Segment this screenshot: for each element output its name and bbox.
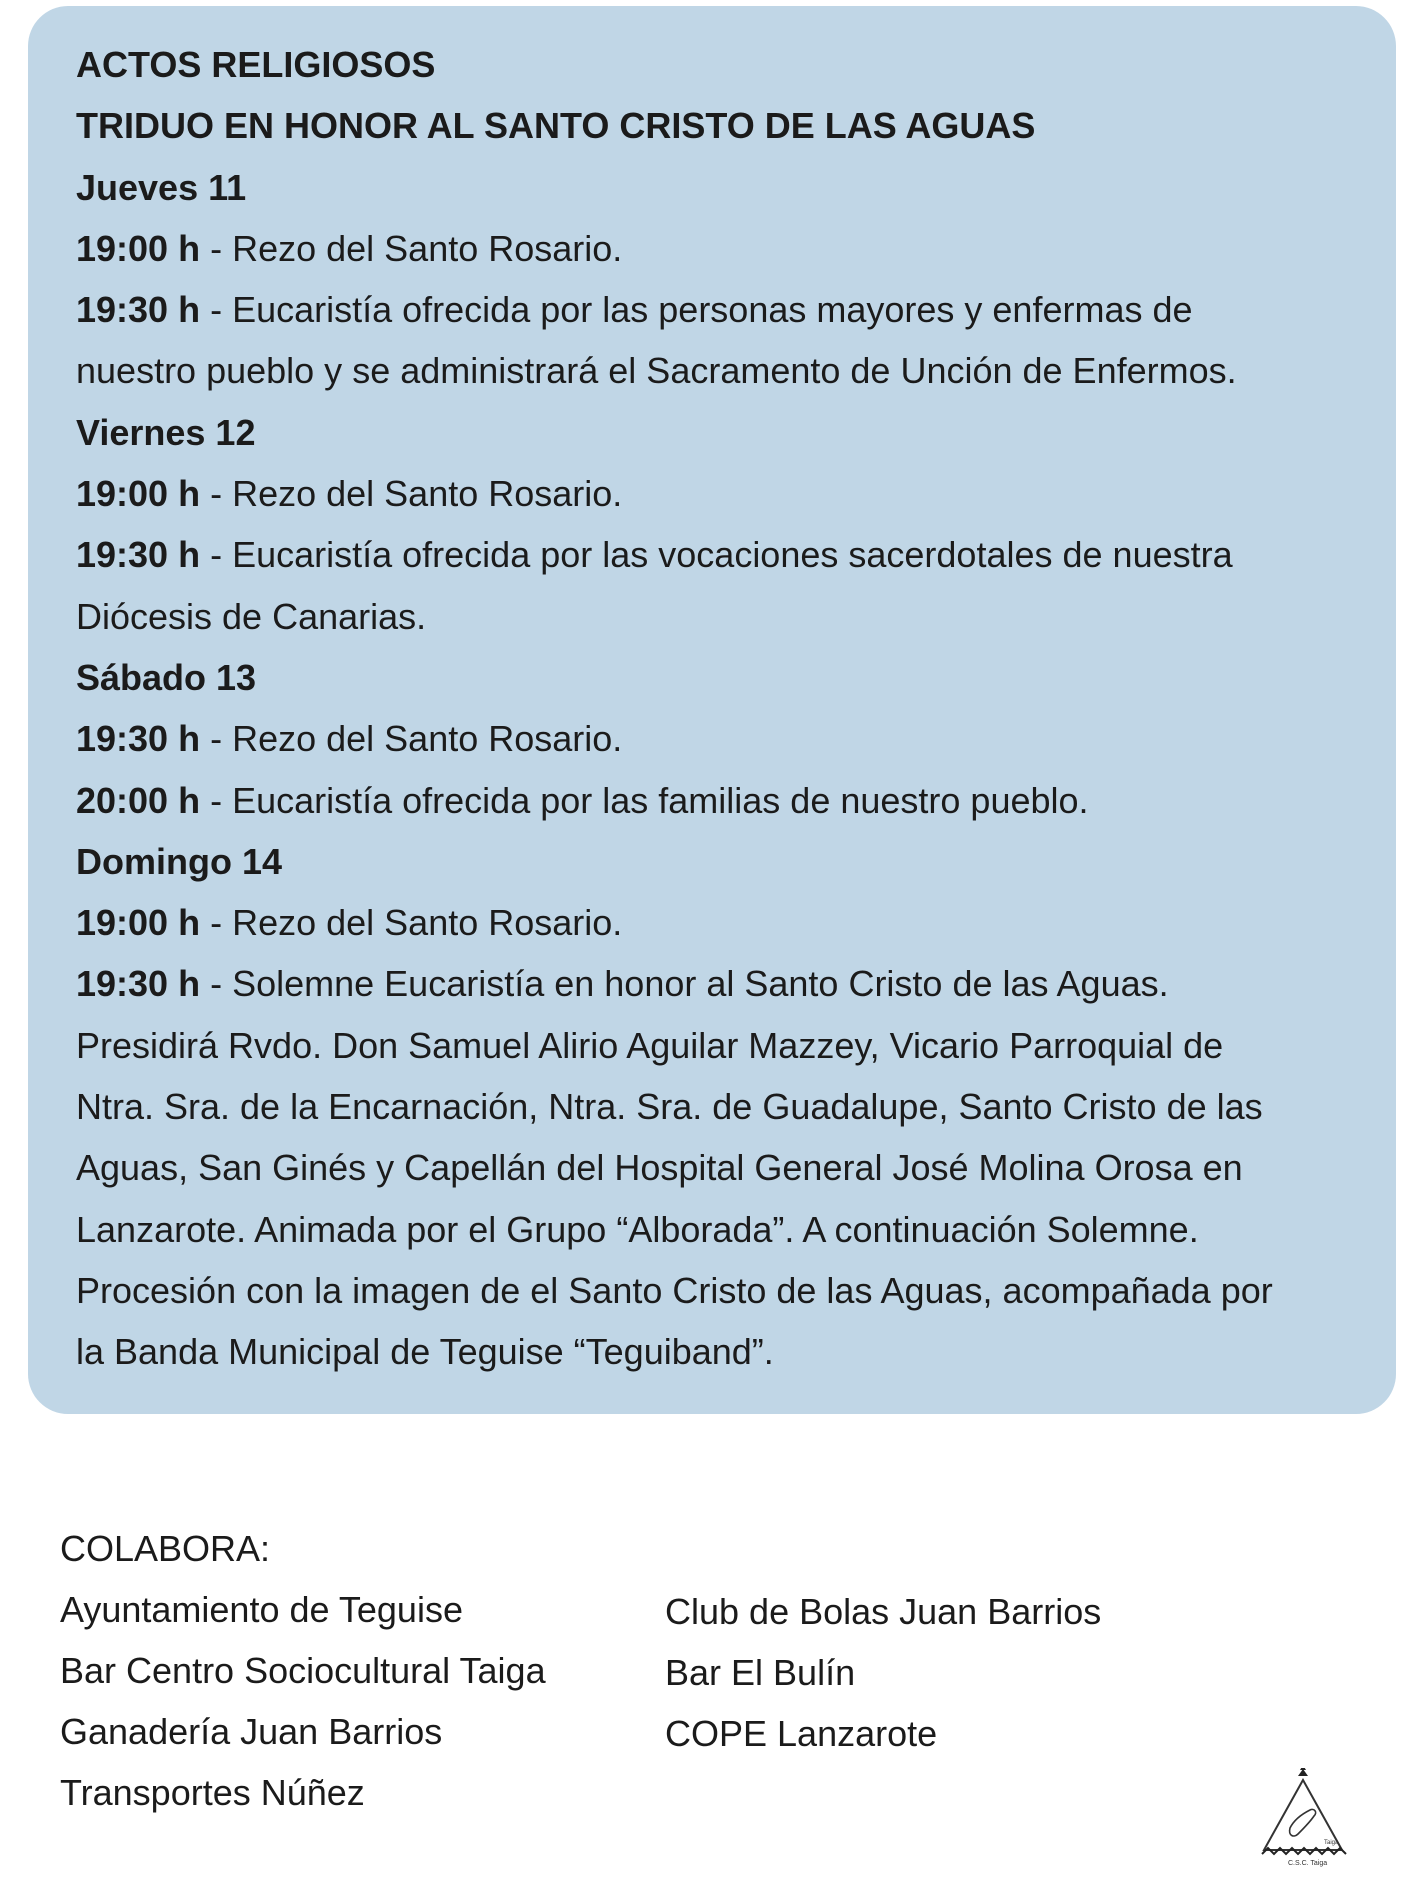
section-title: ACTOS RELIGIOSOS <box>76 44 436 85</box>
sponsors-section <box>60 1518 1360 1823</box>
day-heading: Viernes 12 <box>76 411 256 453</box>
event-line <box>76 892 1396 953</box>
sponsors-title: COLABORA: <box>60 1528 271 1569</box>
sponsors-columns <box>60 1579 1360 1823</box>
sponsor-item: Club de Bolas Juan Barrios <box>665 1591 1102 1632</box>
event-time: 19:30 h <box>76 963 201 1005</box>
event-text: - Rezo del Santo Rosario. <box>200 473 623 515</box>
event-text: - Solemne Eucaristía en honor al Santo Cristo de las Aguas. <box>200 963 1169 1005</box>
event-text: - Eucaristía ofrecida por las vocaciones sacerdotales de nuestra <box>200 534 1233 576</box>
logo-top-text: Taiga <box>1324 1840 1339 1846</box>
sponsor-item: Bar Centro Sociocultural Taiga <box>60 1650 546 1691</box>
event-line <box>76 953 1396 1014</box>
logo-bottom-text: C.S.C. Taiga <box>1288 1860 1328 1867</box>
event-line <box>76 770 1396 831</box>
event-continuation: Procesión con la imagen de el Santo Cristo de las Aguas, acompañada por <box>76 1269 1273 1311</box>
event-text: - Rezo del Santo Rosario. <box>200 718 623 760</box>
day-heading: Domingo 14 <box>76 840 283 882</box>
event-continuation: Lanzarote. Animada por el Grupo “Alborada”. A continuación Solemne. <box>76 1208 1199 1250</box>
event-text: - Eucaristía ofrecida por las familias de nuestro pueblo. <box>200 779 1089 821</box>
event-continuation: Aguas, San Ginés y Capellán del Hospital General José Molina Orosa en <box>76 1147 1243 1189</box>
event-line <box>76 279 1396 340</box>
event-continuation: Ntra. Sra. de la Encarnación, Ntra. Sra. de Guadalupe, Santo Cristo de las <box>76 1086 1263 1128</box>
event-time: 19:30 h <box>76 289 201 331</box>
event-line <box>76 708 1396 769</box>
event-time: 19:00 h <box>76 227 201 269</box>
sponsor-item: Ganadería Juan Barrios <box>60 1711 443 1752</box>
event-text: - Rezo del Santo Rosario. <box>200 227 623 269</box>
event-continuation: Presidirá Rvdo. Don Samuel Alirio Aguilar Mazzey, Vicario Parroquial de <box>76 1024 1224 1066</box>
program-panel <box>28 6 1396 1414</box>
event-continuation: la Banda Municipal de Teguise “Teguiband”. <box>76 1331 774 1373</box>
sponsors-right-column <box>665 1579 1101 1823</box>
triduo-subtitle: TRIDUO EN HONOR AL SANTO CRISTO DE LAS AGUAS <box>76 105 1036 147</box>
event-line <box>76 524 1396 585</box>
event-text: - Eucaristía ofrecida por las personas mayores y enfermas de <box>200 289 1193 331</box>
sponsor-item: Transportes Núñez <box>60 1772 365 1813</box>
event-continuation: nuestro pueblo y se administrará el Sacramento de Unción de Enfermos. <box>76 350 1237 392</box>
event-time: 19:00 h <box>76 902 201 944</box>
event-time: 19:30 h <box>76 534 201 576</box>
event-time: 19:00 h <box>76 473 201 515</box>
sponsors-left-column <box>60 1579 665 1823</box>
event-continuation: Diócesis de Canarias. <box>76 595 427 637</box>
sponsor-item: COPE Lanzarote <box>665 1713 938 1754</box>
day-heading: Sábado 13 <box>76 656 257 698</box>
day-heading: Jueves 11 <box>76 166 247 208</box>
taiga-logo-icon <box>1254 1768 1354 1868</box>
event-time: 19:30 h <box>76 718 201 760</box>
sponsor-item: Bar El Bulín <box>665 1652 856 1693</box>
taiga-logo-svg <box>1254 1768 1354 1868</box>
event-time: 20:00 h <box>76 779 201 821</box>
event-text: - Rezo del Santo Rosario. <box>200 902 623 944</box>
sponsor-item: Ayuntamiento de Teguise <box>60 1589 463 1630</box>
event-line <box>76 463 1396 524</box>
event-line <box>76 218 1396 279</box>
